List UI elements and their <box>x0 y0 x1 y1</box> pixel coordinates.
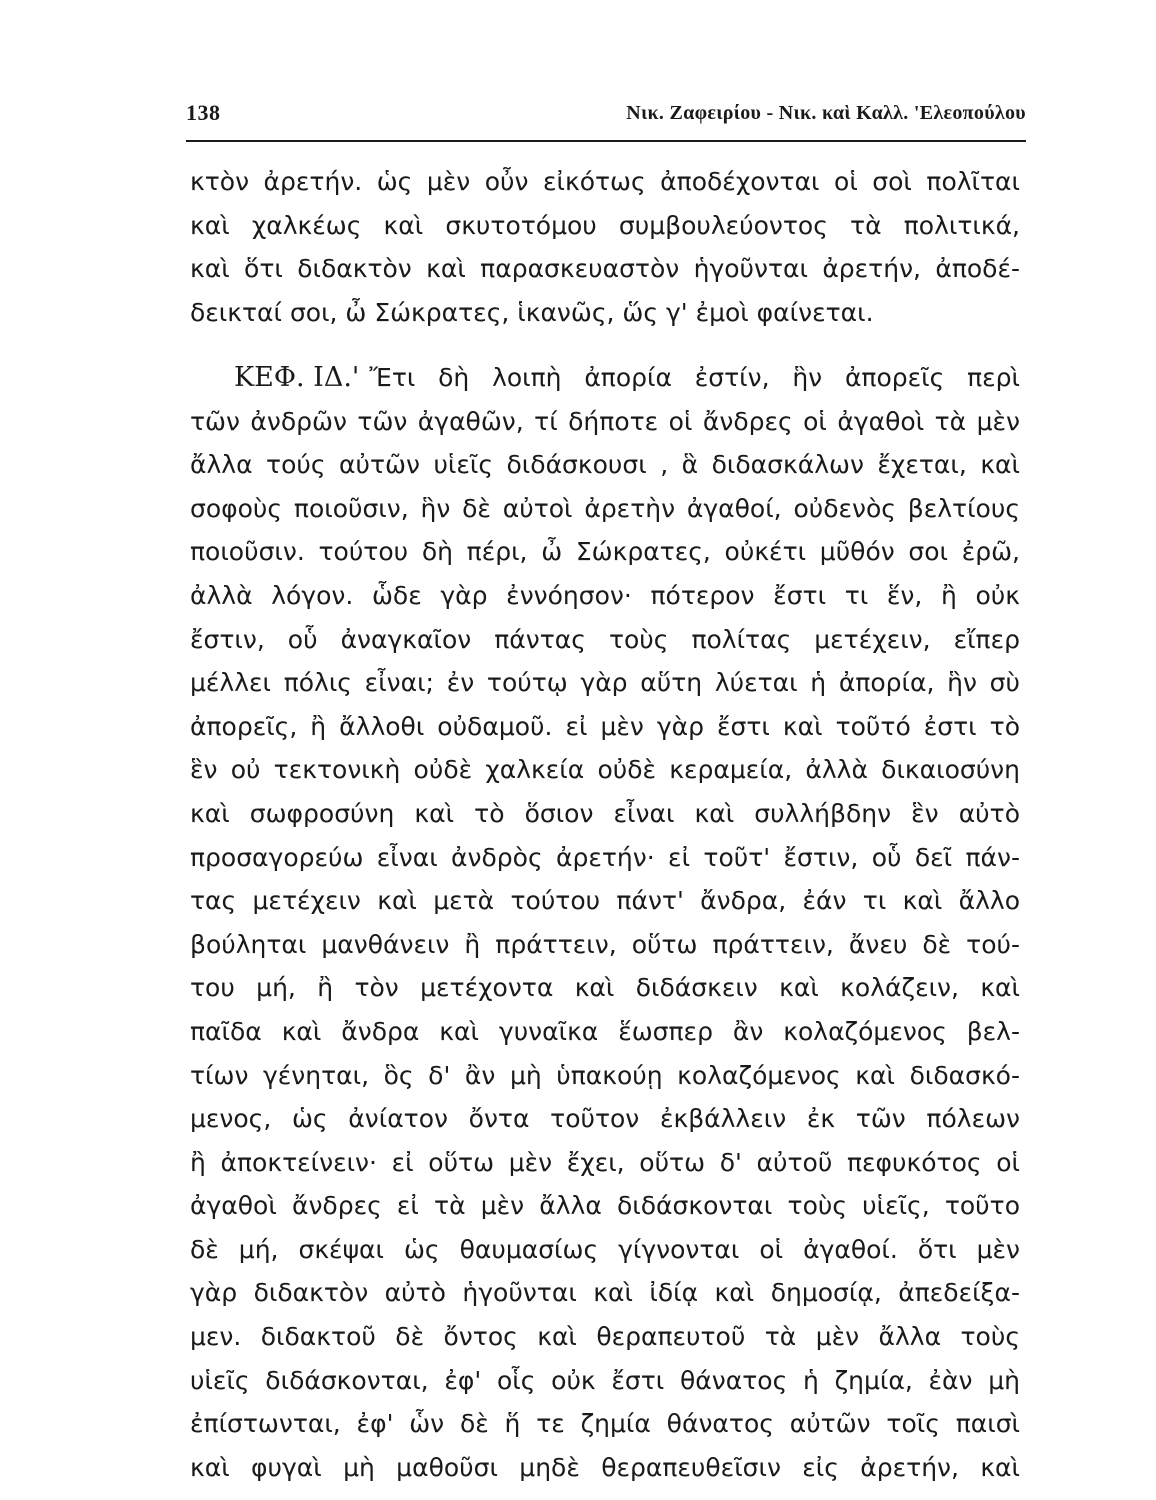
text-line: κτὸν ἀρετήν. ὡς μὲν οὖν εἰκότως ἀποδέχονται οἱ σοὶ πολῖται <box>190 167 1020 196</box>
text-line: δὲ μή, σκέψαι ὡς θαυμασίως γίγνονται οἱ ἀγαθοί. ὅτι μὲν <box>190 1234 1020 1264</box>
text-line: ἐπίστωνται, ἐφ' ὧν δὲ ἥ τε ζημία θάνατος αὐτῶν τοῖς παισὶ <box>190 1409 1020 1439</box>
text-line: καὶ σωφροσύνη καὶ τὸ ὅσιον εἶναι καὶ συλλήβδην ἓν αὐτὸ <box>190 798 1020 828</box>
text-line: μεν. διδακτοῦ δὲ ὄντος καὶ θεραπευτοῦ τὰ μὲν ἄλλα τοὺς <box>190 1322 1020 1352</box>
text-line: ἓν οὐ τεκτονικὴ οὐδὲ χαλκεία οὐδὲ κεραμεία, ἀλλὰ δικαιοσύνη <box>190 755 1020 785</box>
text-line: ἔστιν, οὗ ἀναγκαῖον πάντας τοὺς πολίτας μετέχειν, εἴπερ <box>190 624 1020 654</box>
page-header <box>186 100 1026 134</box>
paragraph-2 <box>190 356 1020 1489</box>
text-line: μέλλει πόλις εἶναι; ἐν τούτῳ γὰρ αὕτη λύεται ἡ ἀπορία, ἣν σὺ <box>190 668 1020 698</box>
text-line: καὶ χαλκέως καὶ σκυτοτόμου συμβουλεύοντος τὰ πολιτικά, <box>190 210 1020 240</box>
text-line: ἢ ἀποκτείνειν· εἰ οὕτω μὲν ἔχει, οὕτω δ' αὐτοῦ πεφυκότος οἱ <box>190 1147 1020 1177</box>
paragraph-1 <box>190 160 1020 334</box>
header-rule <box>186 140 1026 142</box>
chapter-heading: ΚΕΦ. ΙΔ.' <box>234 362 360 393</box>
text-line: τῶν ἀνδρῶν τῶν ἀγαθῶν, τί δήποτε οἱ ἄνδρες οἱ ἀγαθοὶ τὰ μὲν <box>190 406 1020 436</box>
chapter-first-line <box>190 356 1020 400</box>
text-line: καὶ ὅτι διδακτὸν καὶ παρασκευαστὸν ἡγοῦνται ἀρετήν, ἀποδέ- <box>190 254 1020 284</box>
running-head: Νικ. Ζαφειρίου - Νικ. καὶ Καλλ. 'Ελεοπούλου <box>626 102 1026 124</box>
text-line: παῖδα καὶ ἄνδρα καὶ γυναῖκα ἕωσπερ ἂν κολαζόμενος βελ- <box>190 1016 1020 1046</box>
text-line: τας μετέχειν καὶ μετὰ τούτου πάντ' ἄνδρα, ἐάν τι καὶ ἄλλο <box>190 886 1020 916</box>
text-line: δεικταί σοι, ὦ Σώκρατες, ἱκανῶς, ὥς γ' ἐμοὶ φαίνεται. <box>190 297 874 327</box>
text-line: ἀπορεῖς, ἢ ἄλλοθι οὐδαμοῦ. εἰ μὲν γὰρ ἔστι καὶ τοῦτό ἐστι τὸ <box>190 711 1020 741</box>
text-line: μενος, ὡς ἀνίατον ὄντα τοῦτον ἐκβάλλειν ἐκ τῶν πόλεων <box>190 1104 1020 1134</box>
text-line: σοφοὺς ποιοῦσιν, ἣν δὲ αὐτοὶ ἀρετὴν ἀγαθοί, οὐδενὸς βελτίους <box>190 493 1020 523</box>
text-line: προσαγορεύω εἶναι ἀνδρὸς ἀρετήν· εἰ τοῦτ' ἔστιν, οὗ δεῖ πάν- <box>190 842 1020 872</box>
text-line: ἄλλα τούς αὐτῶν υἱεῖς διδάσκουσι , ἃ διδασκάλων ἔχεται, καὶ <box>190 450 1020 480</box>
text-line: τίων γένηται, ὃς δ' ἂν μὴ ὑπακούῃ κολαζόμενος καὶ διδασκό- <box>190 1060 1020 1090</box>
page-number: 138 <box>186 100 221 125</box>
text-line: υἱεῖς διδάσκονται, ἐφ' οἷς οὐκ ἔστι θάνατος ἡ ζημία, ἐὰν μὴ <box>190 1365 1020 1395</box>
text-line: γὰρ διδακτὸν αὐτὸ ἡγοῦνται καὶ ἰδίᾳ καὶ δημοσίᾳ, ἀπεδείξα- <box>190 1278 1020 1308</box>
text-line: βούληται μανθάνειν ἢ πράττειν, οὕτω πράττειν, ἄνευ δὲ τού- <box>190 929 1020 959</box>
text-line: καὶ φυγαὶ μὴ μαθοῦσι μηδὲ θεραπευθεῖσιν εἰς ἀρετήν, καὶ <box>190 1452 1020 1482</box>
text-line: ἀλλὰ λόγον. ὧδε γὰρ ἐννόησον· πότερον ἔστι τι ἕν, ἢ οὐκ <box>190 580 1020 610</box>
text-line: ἀγαθοὶ ἄνδρες εἰ τὰ μὲν ἄλλα διδάσκονται τοὺς υἱεῖς, τοῦτο <box>190 1191 1020 1221</box>
text-line: του μή, ἢ τὸν μετέχοντα καὶ διδάσκειν καὶ κολάζειν, καὶ <box>190 973 1020 1003</box>
text-line: Ἔτι δὴ λοιπὴ ἀπορία ἐστίν, ἣν ἀπορεῖς περὶ <box>369 363 1020 392</box>
text-line: ποιοῦσιν. τούτου δὴ πέρι, ὦ Σώκρατες, οὐκέτι μῦθόν σοι ἐρῶ, <box>190 537 1020 567</box>
